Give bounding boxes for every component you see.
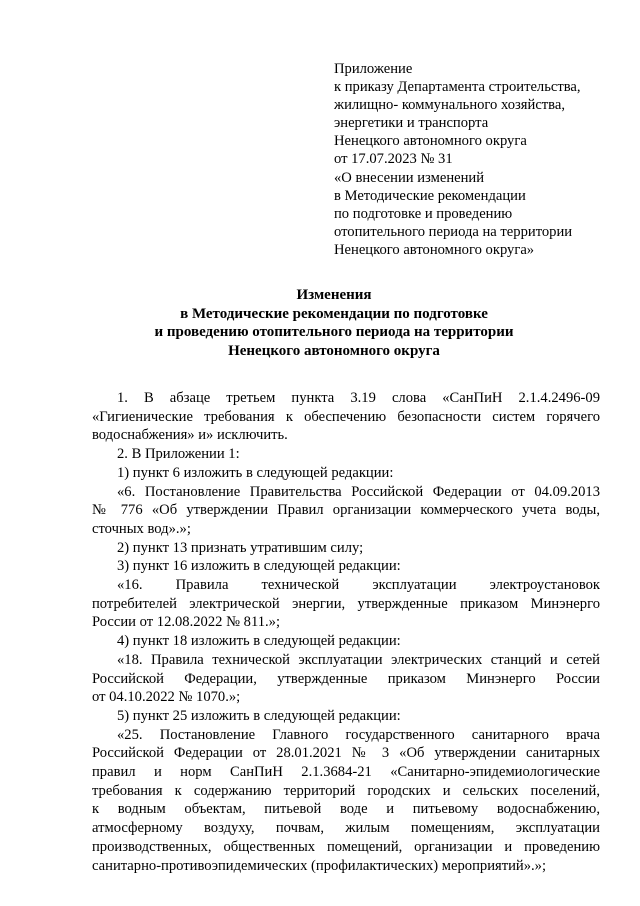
body-line: 1) пункт 6 изложить в следующей редакции: bbox=[117, 464, 394, 481]
title-line: в Методические рекомендации по подготовке bbox=[180, 305, 488, 322]
body-line: 1. В абзаце третьем пункта 3.19 слова «СанПиН 2.1.4.2496-09 bbox=[117, 390, 600, 406]
body-line: сточных вод».»; bbox=[92, 520, 191, 537]
appendix-line: от 17.07.2023 № 31 bbox=[334, 151, 453, 168]
body-line: 4) пункт 18 изложить в следующей редакции: bbox=[117, 633, 401, 650]
body-line: водоснабжения» и» исключить. bbox=[92, 427, 288, 444]
body-line: «25. Постановление Главного государственного санитарного врача bbox=[117, 726, 600, 743]
appendix-line: отопительного периода на территории bbox=[334, 223, 573, 240]
body-line: «6. Постановление Правительства Российской Федерации от 04.09.2013 bbox=[117, 483, 600, 500]
title-line: Изменения bbox=[296, 287, 372, 303]
body-line: к водным объектам, питьевой воде и питьевому водоснабжению, bbox=[92, 801, 600, 818]
body-line: 2) пункт 13 признать утратившим силу; bbox=[117, 539, 364, 556]
appendix-line: Ненецкого автономного округа bbox=[334, 133, 527, 150]
body-line: правил и норм СанПиН 2.1.3684-21 «Санитарно-эпидемиологические bbox=[92, 764, 600, 781]
appendix-line: «О внесении изменений bbox=[334, 169, 485, 186]
title-line: Ненецкого автономного округа bbox=[228, 343, 440, 360]
document-body bbox=[92, 389, 600, 875]
title-line: и проведению отопительного периода на территории bbox=[154, 324, 514, 341]
appendix-line: по подготовке и проведению bbox=[334, 205, 513, 222]
body-line: атмосферному воздуху, почвам, жилым помещениям, эксплуатации bbox=[92, 820, 600, 837]
appendix-header bbox=[334, 60, 624, 259]
body-line: «Гигиенические требования к обеспечению безопасности систем горячего bbox=[92, 408, 600, 425]
body-line: потребителей электрической энергии, утвержденные приказом Минэнерго bbox=[92, 595, 600, 612]
document-title bbox=[60, 286, 608, 361]
body-line: Российской Федерации от 28.01.2021 № 3 «Об утверждении санитарных bbox=[92, 745, 600, 762]
appendix-line: Приложение bbox=[334, 61, 413, 77]
appendix-line: энергетики и транспорта bbox=[334, 115, 489, 132]
body-line: производственных, общественных помещений, организации и проведению bbox=[92, 838, 600, 855]
body-line: России от 12.08.2022 № 811.»; bbox=[92, 614, 281, 631]
body-line: № 776 «Об утверждении Правил организации коммерческого учета воды, bbox=[92, 502, 600, 519]
appendix-line: к приказу Департамента строительства, bbox=[334, 79, 581, 96]
body-line: 5) пункт 25 изложить в следующей редакции: bbox=[117, 707, 401, 724]
body-line: 2. В Приложении 1: bbox=[117, 446, 240, 463]
body-line: от 04.10.2022 № 1070.»; bbox=[92, 689, 241, 706]
body-line: санитарно-противоэпидемических (профилактических) мероприятий».»; bbox=[92, 857, 547, 874]
body-line: «16. Правила технической эксплуатации электроустановок bbox=[117, 577, 600, 594]
body-line: Российской Федерации, утвержденные приказом Минэнерго России bbox=[92, 670, 600, 687]
appendix-line: жилищно- коммунального хозяйства, bbox=[334, 97, 566, 114]
body-line: «18. Правила технической эксплуатации электрических станций и сетей bbox=[117, 651, 600, 668]
appendix-line: Ненецкого автономного округа» bbox=[334, 241, 535, 258]
body-line: 3) пункт 16 изложить в следующей редакции: bbox=[117, 558, 401, 575]
body-line: требования к содержанию территорий городских и сельских поселений, bbox=[92, 782, 600, 799]
appendix-line: в Методические рекомендации bbox=[334, 187, 526, 204]
